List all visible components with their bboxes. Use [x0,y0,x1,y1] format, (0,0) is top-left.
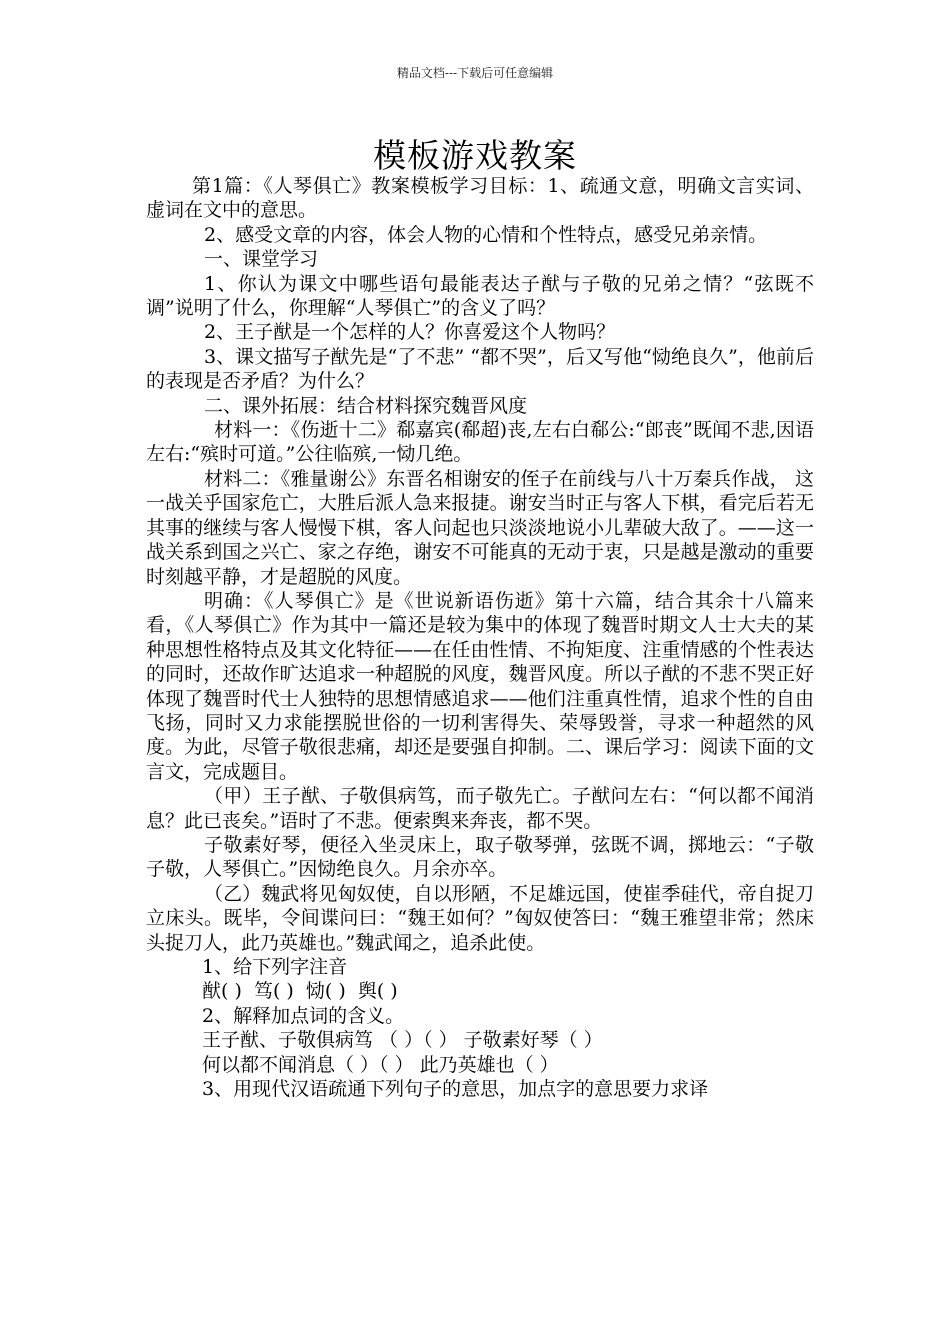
paragraph: 二、课外拓展：结合材料探究魏晋风度 [204,394,528,417]
paragraph: 第1篇：《人琴俱亡》教案模板学习目标：1、疏通文意，明确文言实词、虚词在文中的意思。 [146,175,814,222]
paragraph: 3、用现代汉语疏通下列句子的意思，加点字的意思要力求译 [202,1078,709,1101]
paragraph: 何以都不闻消息（ ）（ ） 此乃英雄也（ ） [202,1053,559,1076]
paragraph: 猷( ) 笃( ) 恸( ) 舆( ) [202,980,398,1003]
page-header: 精品文档---下载后可任意编辑 [396,66,554,80]
paragraph: 明确：《人琴俱亡》是《世说新语伤逝》第十六篇，结合其余十八篇来看，《人琴俱亡》作为其中一篇还是较为集中的体现了魏晋时期文人士大夫的某种思想性格特点及其文化特征——在任由性情、不拘矩度、注重情感的个性表达的同时，还故作旷达追求一种超脱的风度，魏晋风度。所以子猷的不悲不哭正好体现了魏晋时代士人独特的思想情感追求——他们注重真性情，追求个性的自由飞扬，同时又力求能摆脱世俗的一切利害得失、荣辱毁誉，寻求一种超然的风度。为此，尽管子敬很悲痛，却还是要强自抑制。二、课后学习：阅读下面的文言文，完成题目。 [146,589,814,783]
paragraph: 材料二：《雅量谢公》东晋名相谢安的侄子在前线与八十万秦兵作战， 这一战关乎国家危亡，大胜后派人急来报捷。谢安当时正与客人下棋，看完后若无其事的继续与客人慢慢下棋，客人问起也只淡淡地说小儿辈破大敌了。——这一战关系到国之兴亡、家之存绝，谢安不可能真的无动于衷，只是越是激动的重要时刻越平静，才是超脱的风度。 [146,467,814,588]
document-title: 模板游戏教案 [373,136,577,175]
paragraph: 3、课文描写子猷先是“了不悲” “都不哭”，后又写他“恸绝良久”，他前后的表现是否矛盾？为什么？ [146,345,814,393]
paragraph: 一、课堂学习 [204,248,319,271]
paragraph: 1、你认为课文中哪些语句最能表达子猷与子敬的兄弟之情？“弦既不调”说明了什么，你理解“人琴俱亡”的含义了吗？ [146,272,814,320]
paragraph: 2、感受文章的内容，体会人物的心情和个性特点，感受兄弟亲情。 [204,223,768,246]
paragraph: 材料一：《伤逝十二》郗嘉宾(郗超)丧,左右白郗公:“郎丧”既闻不悲,因语左右:“殡时可道。”公往临殡,一恸几绝。 [146,419,814,466]
document-body [146,174,814,1101]
paragraph: 2、解释加点词的含义。 [202,1004,405,1027]
paragraph: （乙）魏武将见匈奴使，自以形陋，不足雄远国，使崔季硅代，帝自捉刀立床头。既毕，令间谍问曰：“魏王如何？”匈奴使答曰：“魏王雅望非常；然床头捉刀人，此乃英雄也。”魏武闻之，追杀此使。 [146,882,814,954]
paragraph: 王子猷、子敬俱病笃 （ ）（ ） 子敬素好琴（ ） [202,1029,603,1052]
paragraph: 1、给下列字注音 [202,956,348,978]
paragraph: 子敬素好琴，便径入坐灵床上，取子敬琴弹，弦既不调，掷地云：“子敬子敬，人琴俱亡。”因恸绝良久。月余亦卒。 [146,833,814,881]
paragraph: （甲）王子猷、子敬俱病笃，而子敬先亡。子猷问左右：“何以都不闻消息？此已丧矣。”语时了不悲。便索舆来奔丧，都不哭。 [146,785,814,832]
paragraph: 2、王子猷是一个怎样的人？你喜爱这个人物吗？ [204,321,616,344]
